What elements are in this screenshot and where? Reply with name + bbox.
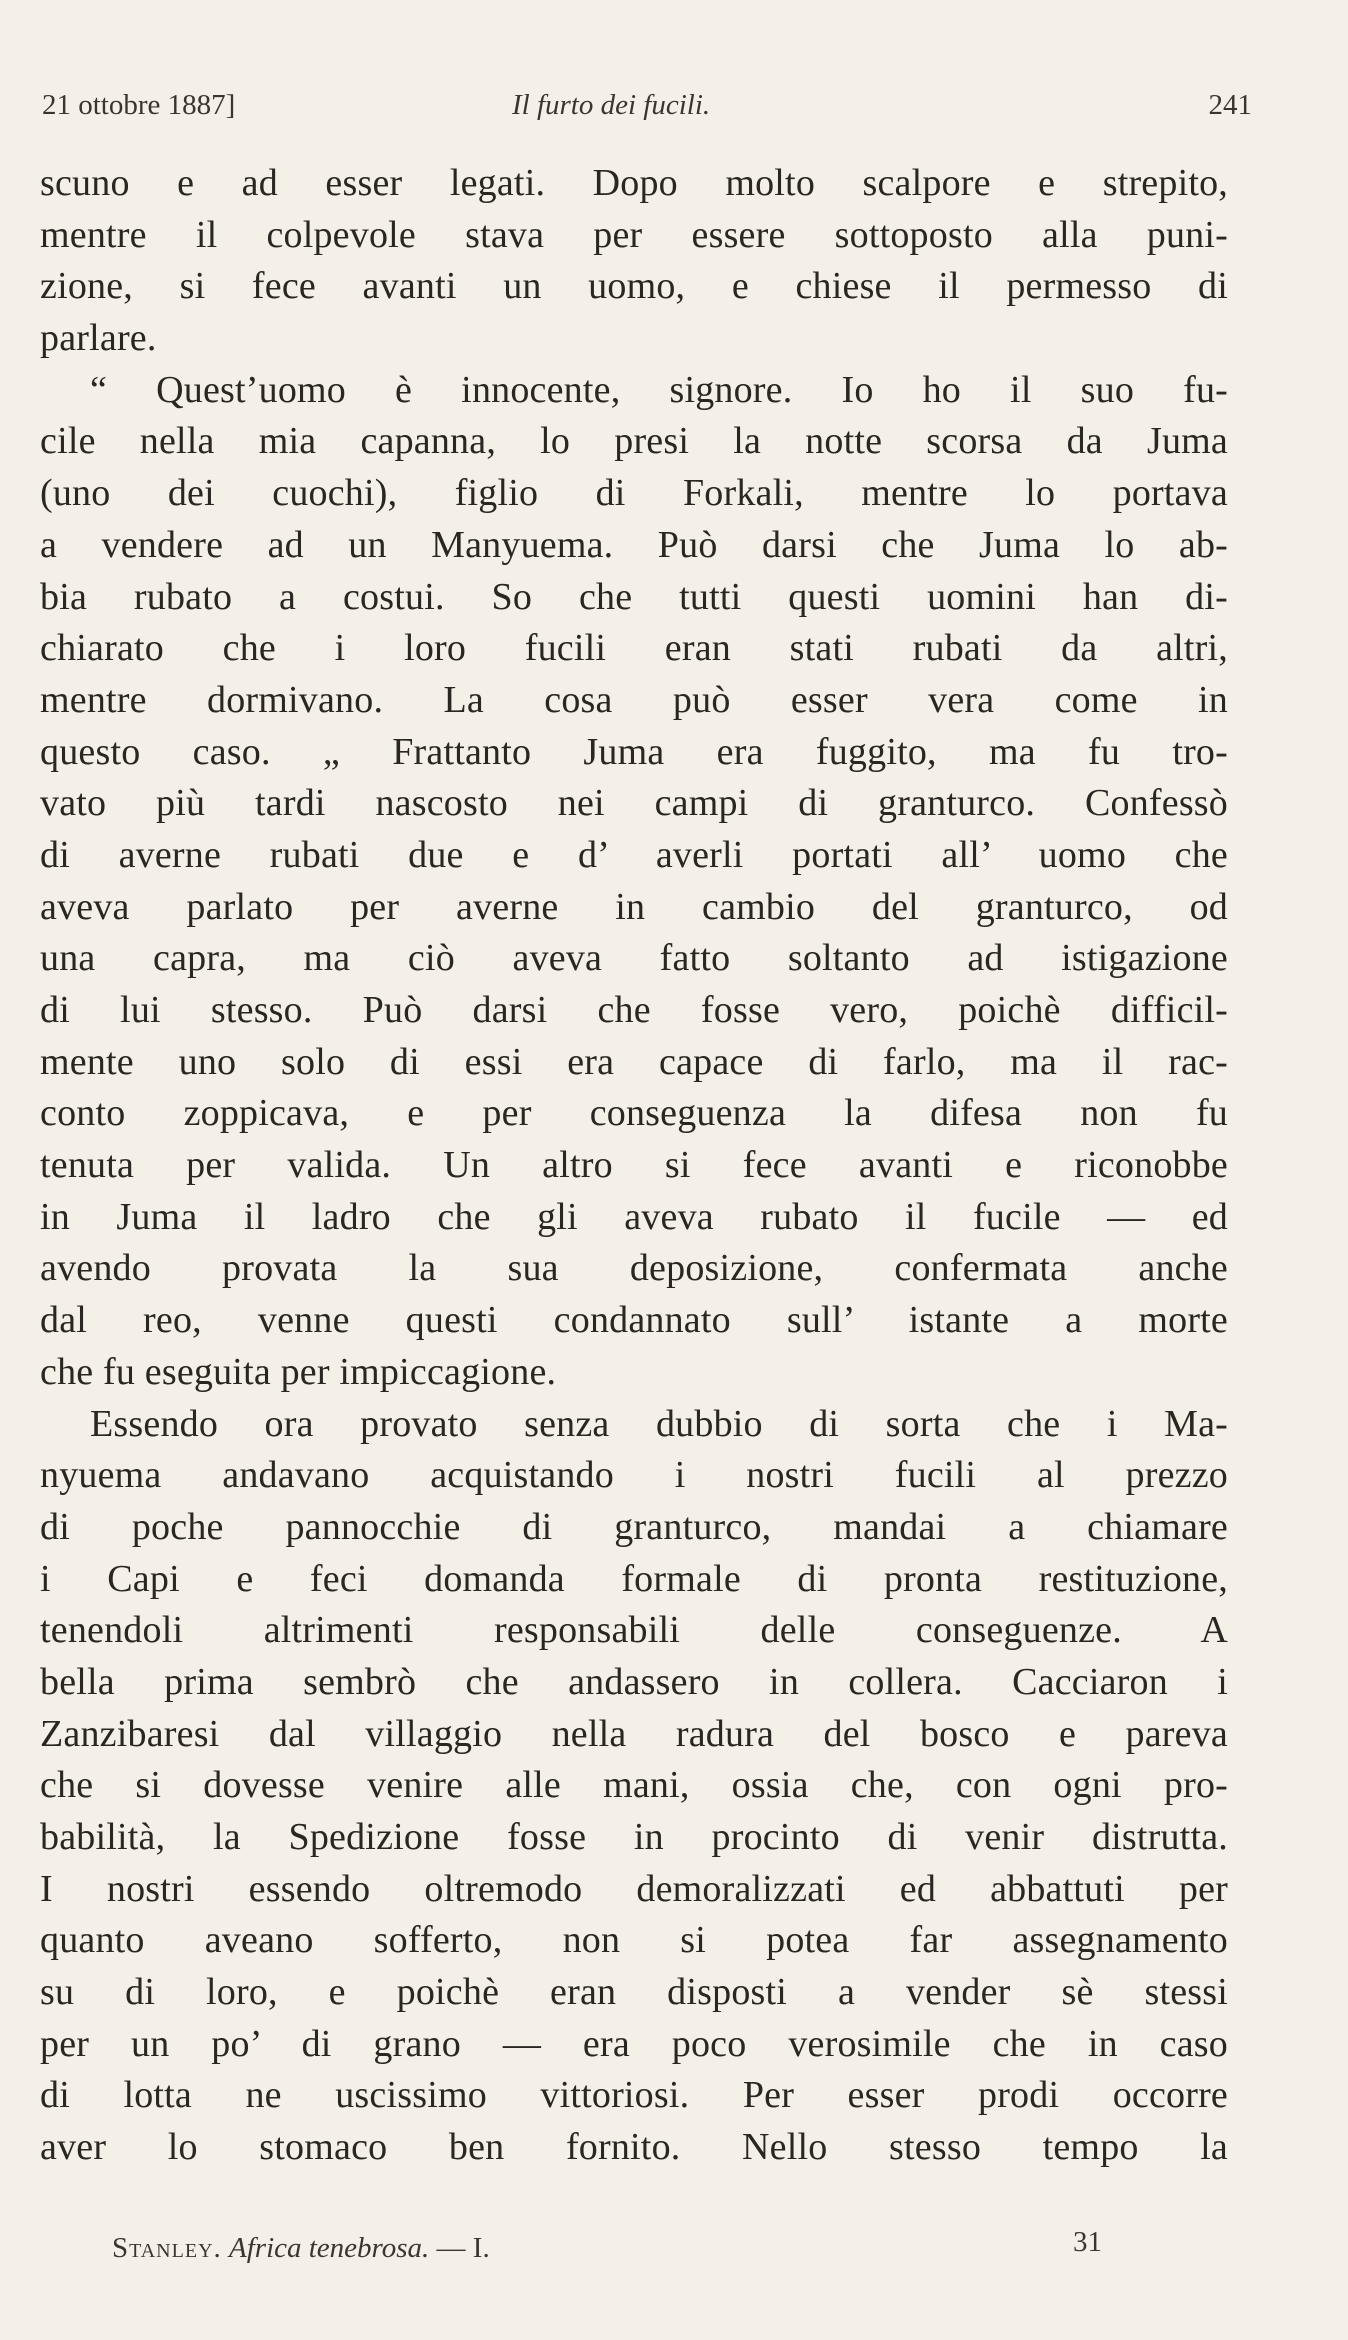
text-line: a vendere ad un Manyuema. Può darsi che Juma lo ab- <box>40 523 1228 566</box>
footer-volume: — I. <box>436 2232 490 2264</box>
text-line: bia rubato a costui. So che tutti questi uomini han di- <box>40 575 1228 618</box>
running-header <box>42 80 1252 130</box>
footer-signature-line <box>112 2228 490 2268</box>
text-line: Zanzibaresi dal villaggio nella radura del bosco e pareva <box>40 1712 1228 1755</box>
text-line: su di loro, e poichè eran disposti a vender sè stessi <box>40 1971 1228 2014</box>
page-number: 241 <box>1208 89 1252 121</box>
text-line: I nostri essendo oltremodo demoralizzati ed abbattuti per <box>40 1867 1228 1910</box>
text-line: tenuta per valida. Un altro si fece avanti e riconobbe <box>40 1144 1228 1187</box>
text-line: tenendoli altrimenti responsabili delle conseguenze. A <box>40 1609 1228 1652</box>
text-line: aveva parlato per averne in cambio del granturco, od <box>40 885 1228 928</box>
text-line: di lui stesso. Può darsi che fosse vero, poichè difficil- <box>40 989 1228 1031</box>
text-line: cile nella mia capanna, lo presi la notte scorsa da Juma <box>40 420 1228 463</box>
page-footer <box>112 2228 1102 2268</box>
text-line: zione, si fece avanti un uomo, e chiese il permesso di <box>40 265 1228 308</box>
text-line: questo caso. „ Frattanto Juma era fuggito, ma fu tro- <box>40 730 1228 773</box>
text-line: mente uno solo di essi era capace di farlo, ma il rac- <box>40 1040 1228 1083</box>
text-line: mentre il colpevole stava per essere sottoposto alla puni- <box>40 213 1228 256</box>
text-line: che si dovesse venire alle mani, ossia che, con ogni pro- <box>40 1764 1228 1807</box>
text-line: scuno e ad esser legati. Dopo molto scalpore e strepito, <box>40 162 1228 204</box>
text-line: in Juma il ladro che gli aveva rubato il fucile — ed <box>40 1195 1228 1238</box>
header-chapter-title: Il furto dei fucili. <box>512 89 711 121</box>
text-line: vato più tardi nascosto nei campi di granturco. Confessò <box>40 782 1228 825</box>
text-line: chiarato che i loro fucili eran stati rubati da altri, <box>40 627 1228 670</box>
text-line: i Capi e feci domanda formale di pronta restituzione, <box>40 1557 1228 1600</box>
text-line: (uno dei cuochi), figlio di Forkali, mentre lo portava <box>40 472 1228 515</box>
text-line: avendo provata la sua deposizione, confermata anche <box>40 1247 1228 1290</box>
footer-work-title: Africa tenebrosa. <box>229 2232 430 2264</box>
text-line: conto zoppicava, e per conseguenza la difesa non fu <box>40 1092 1228 1135</box>
header-date: 21 ottobre 1887] <box>42 89 236 121</box>
text-line: di lotta ne uscissimo vittoriosi. Per esser prodi occorre <box>40 2074 1228 2117</box>
text-line: mentre dormivano. La cosa può esser vera come in <box>40 678 1228 721</box>
text-line: babilità, la Spedizione fosse in procinto di venir distrutta. <box>40 1816 1228 1858</box>
text-line: di poche pannocchie di granturco, mandai a chiamare <box>40 1505 1228 1548</box>
text-line: di averne rubati due e d’ averli portati all’ uomo che <box>40 833 1228 876</box>
text-line: nyuema andavano acquistando i nostri fucili al prezzo <box>40 1454 1228 1497</box>
text-line: Essendo ora provato senza dubbio di sorta che i Ma- <box>90 1402 1228 1445</box>
text-line: una capra, ma ciò aveva fatto soltanto ad istigazione <box>40 937 1228 980</box>
footer-signature-number: 31 <box>1073 2226 1102 2258</box>
body-text <box>40 158 1228 2174</box>
text-line: “ Quest’uomo è innocente, signore. Io ho il suo fu- <box>90 368 1228 411</box>
text-line: bella prima sembrò che andassero in collera. Cacciaron i <box>40 1660 1228 1703</box>
text-line: quanto aveano sofferto, non si potea far assegnamento <box>40 1919 1228 1962</box>
text-line: parlare. <box>40 317 157 360</box>
text-line: che fu eseguita per impiccagione. <box>40 1350 557 1393</box>
text-line: dal reo, venne questi condannato sull’ istante a morte <box>40 1299 1228 1342</box>
text-line: per un po’ di grano — era poco verosimile che in caso <box>40 2022 1228 2065</box>
footer-author: Stanley. <box>112 2232 222 2264</box>
text-line: aver lo stomaco ben fornito. Nello stesso tempo la <box>40 2126 1228 2169</box>
